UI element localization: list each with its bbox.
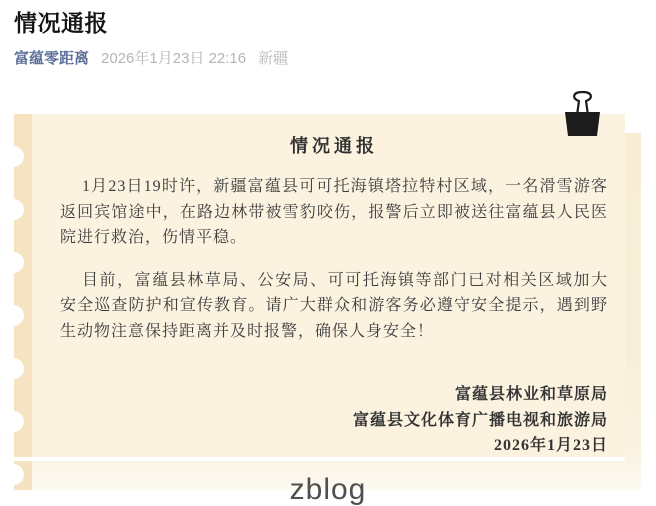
notice-card-content [46,114,625,457]
notice-paragraph: 1月23日19时许，新疆富蕴县可可托海镇塔拉特村区域，一名滑雪游客返回宾馆途中，在路边林带被雪豹咬伤，报警后立即被送往富蕴县人民医院进行救治，伤情平稳。 [60,178,608,246]
page-title: 情况通报 [14,10,108,36]
punch-hole [3,411,24,432]
punch-hole [3,358,24,379]
account-name-link[interactable]: 富蕴零距离 [14,50,90,67]
punch-hole [3,199,24,220]
punch-hole [3,146,24,167]
notice-card [14,114,625,461]
punch-hole [3,305,24,326]
publish-datetime: 2026年1月23日 22:16 [101,50,247,67]
punch-hole [3,252,24,273]
watermark-text: zblog [289,473,367,506]
notice-paragraph: 目前，富蕴县林草局、公安局、可可托海镇等部门已对相关区域加大安全巡查防护和宣传教育。请广大群众和游客务必遵守安全提示，遇到野生动物注意保持距离并及时报警，确保人身安全！ [60,271,608,340]
signature-line: 富蕴县文化体育广播电视和旅游局 [352,411,608,429]
signature-date: 2026年1月23日 [493,437,608,454]
byline [14,47,288,68]
signature-block [60,382,608,457]
binder-clip-icon [560,88,604,138]
publish-location: 新疆 [258,50,289,67]
signature-line: 富蕴县林业和草原局 [454,386,608,403]
notice-title: 情况通报 [290,136,378,156]
